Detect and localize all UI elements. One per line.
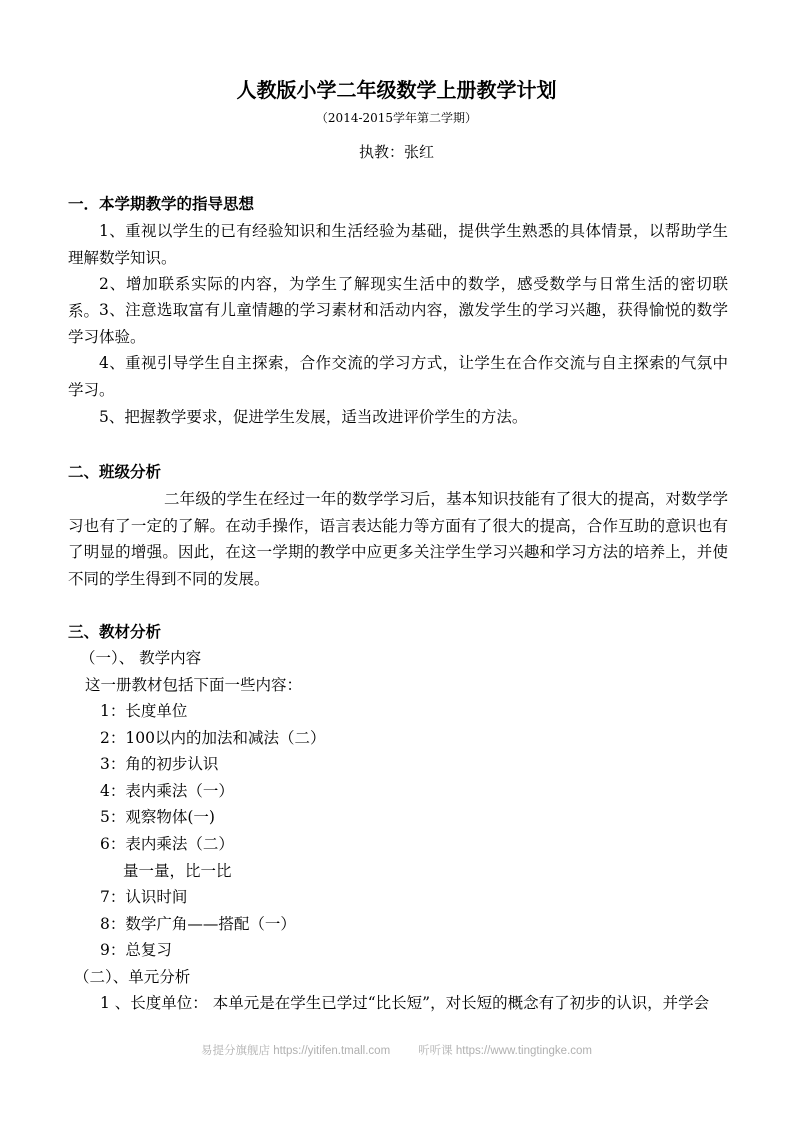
- page-subtitle: （2014-2015学年第二学期）: [315, 111, 478, 125]
- footer-right-text: 听听课 https://www.tingtingke.com: [418, 1045, 592, 1057]
- content-item: 量一量，比一比: [123, 862, 232, 880]
- section1-item-2: 2、增加联系实际的内容，为学生了解现实生活中的数学，感受数学与日常生活的密切联系。: [68, 275, 728, 320]
- content-item: 7：认识时间: [100, 888, 188, 906]
- section1-heading: 一．本学期教学的指导思想: [68, 194, 255, 213]
- section1-item-5: 5、把握教学要求，促进学生发展，适当改进评价学生的方法。: [99, 408, 528, 426]
- section1-item-3: 3、注意选取富有儿童情趣的学习素材和活动内容，激发学生的学习兴趣，获得愉悦的数学学习体验。: [68, 301, 728, 346]
- section2-heading: 二、班级分析: [68, 462, 162, 481]
- footer-watermark: [0, 1041, 793, 1061]
- content-item: 5：观察物体(一): [100, 808, 215, 826]
- footer-left-text: 易提分旗舰店 https://yitifen.tmall.com: [201, 1045, 391, 1057]
- section3-subheading-units: （二）、单元分析: [74, 968, 191, 986]
- section1-item-4: 4、重视引导学生自主探索，合作交流的学习方式，让学生在合作交流与自主探索的气氛中学习。: [68, 354, 728, 399]
- page-title: 人教版小学二年级数学上册教学计划: [236, 78, 557, 102]
- section3-heading: 三、教材分析: [68, 622, 162, 641]
- content-item: 3：角的初步认识: [100, 755, 219, 773]
- section2-paragraph: 二年级的学生在经过一年的数学学习后，基本知识技能有了很大的提高，对数学学习也有了一定的了解。在动手操作，语言表达能力等方面有了很大的提高，合作互助的意识也有了明显的增强。因此，在这一学期的教学中应更多关注学生学习兴趣和学习方法的培养上，并使不同的学生得到不同的发展。: [68, 490, 728, 588]
- contents-intro: 这一册教材包括下面一些内容：: [85, 676, 303, 694]
- section3-subheading-content: （一）、 教学内容: [80, 649, 202, 667]
- content-item: 1：长度单位: [100, 702, 188, 720]
- content-item: 8：数学广角——搭配（一）: [100, 915, 296, 933]
- content-item: 4：表内乘法（一）: [100, 782, 234, 800]
- content-item: 9：总复习: [100, 941, 172, 959]
- content-item: 6：表内乘法（二）: [100, 835, 234, 853]
- unit1-analysis: 1 、长度单位： 本单元是在学生已学过“比长短”，对长短的概念有了初步的认识，并学会: [100, 994, 710, 1012]
- content-item: 2：100以内的加法和减法（二）: [100, 729, 326, 747]
- section1-item-1: 1、重视以学生的已有经验知识和生活经验为基础，提供学生熟悉的具体情景，以帮助学生理解数学知识。: [68, 222, 728, 267]
- author-line: 执教：张红: [358, 143, 434, 161]
